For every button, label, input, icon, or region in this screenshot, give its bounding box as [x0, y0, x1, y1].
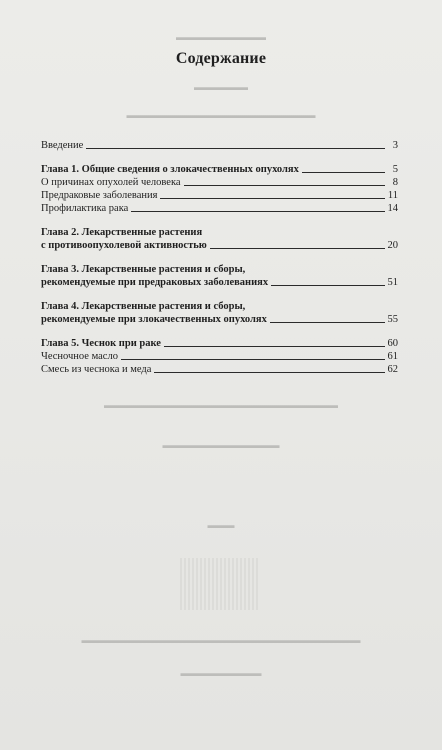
toc-page-number: 5 [392, 164, 398, 175]
toc-entry-chapter-1[interactable] [41, 163, 398, 176]
toc-page-number: 14 [387, 203, 398, 214]
show-through-text: ▬▬▬▬▬▬▬▬▬▬ [176, 32, 266, 42]
toc-chapter-label-cont: с противоопухолевой активностью [41, 240, 207, 251]
toc-subentry[interactable] [41, 363, 398, 376]
toc-leader [271, 285, 384, 286]
toc-page-number: 62 [387, 364, 398, 375]
toc-page-number: 60 [387, 338, 398, 349]
toc-entry-label: Смесь из чеснока и меда [41, 364, 152, 375]
toc-leader [154, 372, 384, 373]
toc-page-number: 51 [387, 277, 398, 288]
toc-page-number: 55 [387, 314, 398, 325]
toc-entry-label: Чесночное масло [41, 351, 118, 362]
toc-leader [184, 185, 385, 186]
toc-entry-intro[interactable] [41, 139, 398, 152]
toc-entry-chapter-4[interactable] [41, 300, 398, 326]
toc-chapter-label-cont: рекомендуемые при злокачественных опухолях [41, 314, 267, 325]
toc-leader [270, 322, 385, 323]
show-through-text: ▬▬▬ [207, 520, 235, 530]
toc-entry-label: Профилактика рака [41, 203, 129, 214]
toc-page-number: 20 [387, 240, 398, 251]
toc-chapter-label: Глава 1. Общие сведения о злокачественных опухолях [41, 164, 299, 175]
show-through-text: ▬▬▬▬▬▬▬▬▬ [180, 668, 262, 678]
toc-subentry[interactable] [41, 176, 398, 189]
toc-entry-label: О причинах опухолей человека [41, 177, 181, 188]
show-through-text: ▬▬▬▬▬▬ [194, 82, 248, 92]
toc-entry-chapter-3[interactable] [41, 263, 398, 289]
toc-chapter-label: Глава 4. Лекарственные растения и сборы, [41, 301, 246, 312]
toc-entry-chapter-2[interactable] [41, 226, 398, 252]
toc-page-number: 8 [392, 177, 398, 188]
toc-leader [121, 359, 385, 360]
show-through-text: ▬▬▬▬▬▬▬▬▬▬▬▬▬▬▬▬▬▬▬▬▬▬▬▬▬▬▬▬▬▬▬ [81, 635, 361, 645]
show-through-text: ▬▬▬▬▬▬▬▬▬▬▬▬▬ [162, 440, 280, 450]
page-title: Содержание [175, 50, 267, 67]
show-through-barcode [180, 558, 260, 610]
toc-leader [86, 148, 385, 149]
toc-chapter-label: Глава 2. Лекарственные растения [41, 227, 203, 238]
toc-leader [164, 346, 385, 347]
toc-chapter-label-cont: рекомендуемые при предраковых заболеваниях [41, 277, 269, 288]
show-through-text: ▬▬▬▬▬▬▬▬▬▬▬▬▬▬▬▬▬▬▬▬▬ [126, 110, 316, 120]
toc-subentry[interactable] [41, 189, 398, 202]
toc-page-number: 61 [387, 351, 398, 362]
toc-entry-label: Предраковые заболевания [41, 190, 158, 201]
toc-leader [160, 198, 384, 199]
toc-page-number: 3 [392, 140, 398, 151]
toc-leader [210, 248, 385, 249]
table-of-contents [41, 139, 398, 376]
toc-subentry[interactable] [41, 202, 398, 215]
toc-leader [131, 211, 384, 212]
toc-chapter-label: Глава 5. Чеснок при раке [41, 338, 161, 349]
show-through-text: ▬▬▬▬▬▬▬▬▬▬▬▬▬▬▬▬▬▬▬▬▬▬▬▬▬▬ [104, 400, 338, 410]
toc-leader [302, 172, 385, 173]
toc-page-number: 11 [387, 190, 398, 201]
toc-entry-chapter-5[interactable] [41, 337, 398, 350]
toc-subentry[interactable] [41, 350, 398, 363]
toc-entry-label: Введение [41, 140, 84, 151]
toc-chapter-label: Глава 3. Лекарственные растения и сборы, [41, 264, 246, 275]
